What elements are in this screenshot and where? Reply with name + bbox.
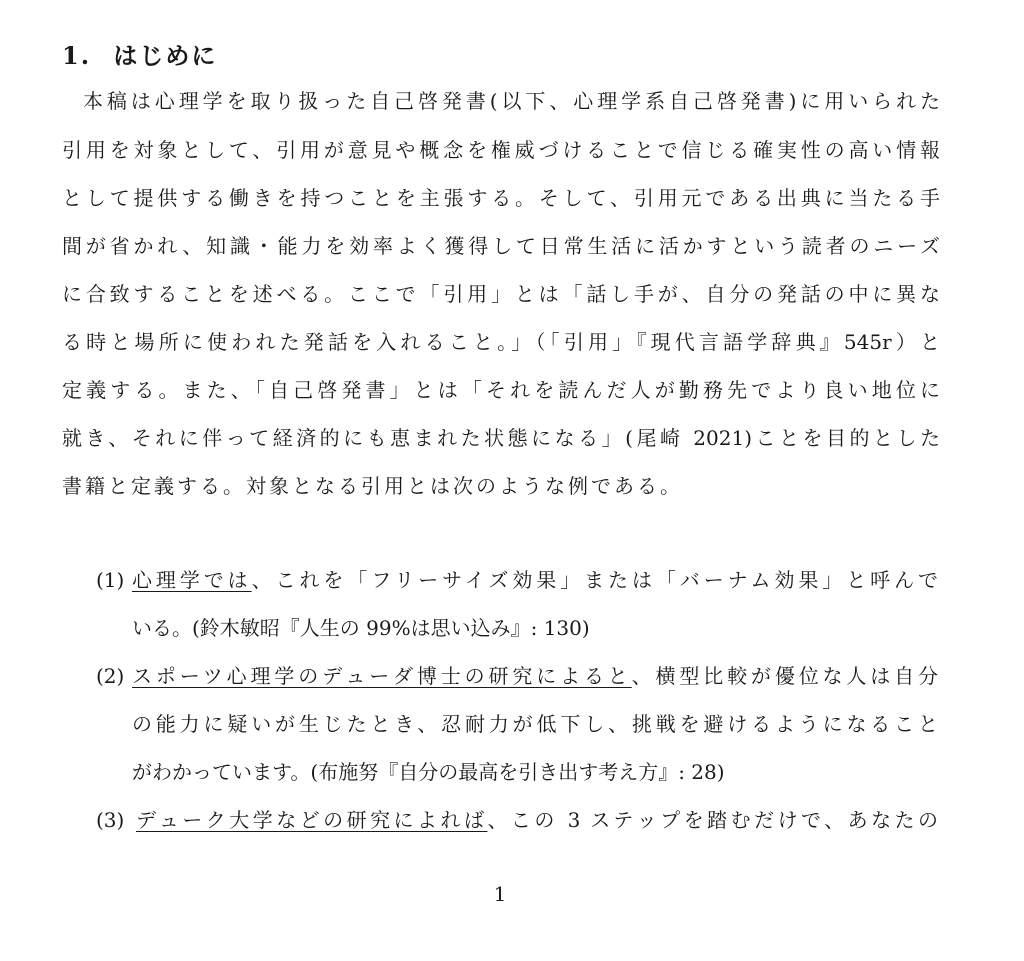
- paragraph-line: 定義する。また、「自己啓発書」とは「それを読んだ人が勤務先でより良い地位に: [62, 378, 940, 402]
- example-number: (1): [96, 568, 125, 592]
- section-title: はじめに: [113, 41, 218, 70]
- underlined-source: 心理学では: [132, 568, 252, 592]
- example-text: 、これを「フリーサイズ効果」または「バーナム効果」と呼んで: [251, 568, 938, 592]
- example-line: いる。(鈴木敏昭『人生の 99%は思い込み』: 130): [132, 616, 590, 640]
- example-number: (2): [96, 664, 125, 688]
- underlined-source: デューク大学などの研究によれば: [136, 808, 488, 832]
- paragraph-line: る時と場所に使われた発話を入れること。」（「引用」『現代言語学辞典』545r）と: [62, 330, 940, 354]
- paragraph-line: 本稿は心理学を取り扱った自己啓発書(以下、心理学系自己啓発書)に用いられた: [83, 89, 940, 113]
- example-line: の能力に疑いが生じたとき、忍耐力が低下し、挑戦を避けるようになること: [132, 712, 938, 736]
- paragraph-line: 間が省かれ、知識・能力を効率よく獲得して日常生活に活かすという読者のニーズ: [62, 234, 940, 258]
- example-text: 、この 3 ステップを踏むだけで、あなたの: [487, 808, 939, 832]
- paragraph-line: に合致することを述べる。ここで「引用」とは「話し手が、自分の発話の中に異な: [62, 282, 940, 306]
- section-heading: [62, 36, 217, 71]
- example-line: [132, 566, 938, 594]
- example-line: がわかっています。(布施努『自分の最高を引き出す考え方』: 28): [132, 760, 725, 784]
- paragraph-line: として提供する働きを持つことを主張する。そして、引用元である出典に当たる手: [62, 186, 940, 210]
- example-line: [136, 806, 938, 834]
- section-number: 1.: [62, 41, 92, 70]
- page-number: 1: [493, 882, 507, 906]
- paragraph-line: 引用を対象として、引用が意見や概念を権威づけることで信じる確実性の高い情報: [62, 138, 940, 162]
- example-line: [132, 662, 938, 690]
- paragraph-line: 就き、それに伴って経済的にも恵まれた状態になる」(尾崎 2021)ことを目的とした: [62, 426, 940, 450]
- underlined-source: スポーツ心理学のデューダ博士の研究によると: [132, 664, 632, 688]
- example-number: (3): [96, 808, 125, 832]
- example-text: 、横型比較が優位な人は自分: [631, 664, 938, 688]
- paragraph-line: 書籍と定義する。対象となる引用とは次のような例である。: [62, 474, 683, 498]
